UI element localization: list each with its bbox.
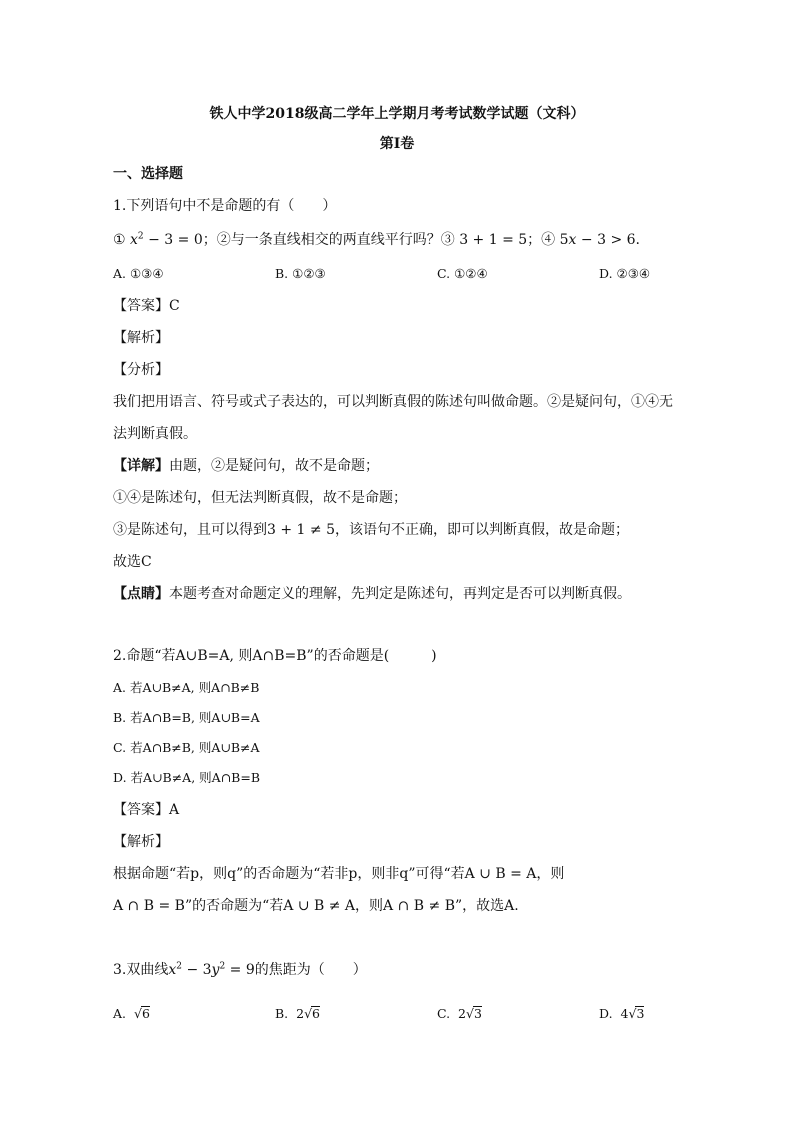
q3-option-a: A. √6: [113, 1006, 150, 1021]
q1-option-d: D. ②③④: [599, 266, 651, 281]
section-heading: 一、选择题: [113, 166, 183, 182]
q1-comment: 【点睛】本题考查对命题定义的理解，先判定是陈述句，再判定是否可以判断真假。: [113, 586, 631, 602]
q2-stem: 2.命题“若A∪B=A, 则A∩B=B”的否命题是( ): [113, 648, 437, 664]
q1-statements: ① $x^2 - 3 = 0$；②与一条直线相交的两直线平行吗？③ 3 + 1 = 5；④ 5x − 3 > 6.: [113, 231, 640, 248]
q1-option-a: A. ①③④: [113, 266, 164, 281]
sqrt-icon: √: [466, 1006, 474, 1021]
sqrt-icon: √: [304, 1006, 313, 1021]
q1-detail-line-1: 【详解】由题，②是疑问句，故不是命题；: [113, 458, 379, 474]
q3-stem: 3.双曲线$x^2 - 3y^2 = 9$的焦距为（ ）: [113, 961, 367, 978]
q2-answer: 【答案】A: [113, 802, 180, 818]
document-title: 铁人中学2018级高二学年上学期月考考试数学试题（文科）: [209, 106, 585, 122]
q1-fenxi-label: 【分析】: [113, 362, 169, 378]
q1-detail-line-3: ③是陈述句，且可以得到3 + 1 ≠ 5，该语句不正确，即可以判断真假，故是命题；: [113, 522, 629, 538]
q1-choose: 故选C: [113, 554, 152, 570]
sqrt-icon: √: [628, 1006, 637, 1021]
q3-option-b: B. 2√6: [275, 1006, 320, 1021]
q2-option-b: B. 若A∩B=B, 则A∪B=A: [113, 710, 260, 725]
q2-option-a: A. 若A∪B≠A, 则A∩B≠B: [113, 680, 260, 695]
q1-analysis-label: 【解析】: [113, 330, 169, 346]
q1-option-c: C. ①②④: [437, 266, 488, 281]
q1-fenxi-line-2: 法判断真假。: [113, 426, 197, 442]
q2-option-d: D. 若A∪B≠A, 则A∩B=B: [113, 770, 261, 785]
q2-analysis-line-1: 根据命题“若p，则q”的否命题为“若非p，则非q”可得“若A ∪ B = A，则: [113, 866, 565, 882]
q3-option-c: C. 2√3: [437, 1006, 482, 1021]
sqrt-icon: √: [133, 1006, 142, 1021]
q2-analysis-label: 【解析】: [113, 834, 169, 850]
q3-option-d: D. 4√3: [599, 1006, 645, 1021]
q2-analysis-line-2: A ∩ B = B”的否命题为“若A ∪ B ≠ A，则A ∩ B ≠ B”，故选A.: [113, 898, 519, 914]
q1-option-b: B. ①②③: [275, 266, 326, 281]
q1-detail-line-2: ①④是陈述句，但无法判断真假，故不是命题；: [113, 490, 407, 506]
q2-option-c: C. 若A∩B≠B, 则A∪B≠A: [113, 740, 260, 755]
volume-label: 第Ⅰ卷: [379, 136, 415, 152]
q1-fenxi-line-1: 我们把用语言、符号或式子表达的，可以判断真假的陈述句叫做命题。②是疑问句，①④无: [113, 394, 673, 410]
q1-answer: 【答案】C: [113, 298, 180, 314]
q1-stem: 1.下列语句中不是命题的有（ ）: [113, 198, 337, 214]
